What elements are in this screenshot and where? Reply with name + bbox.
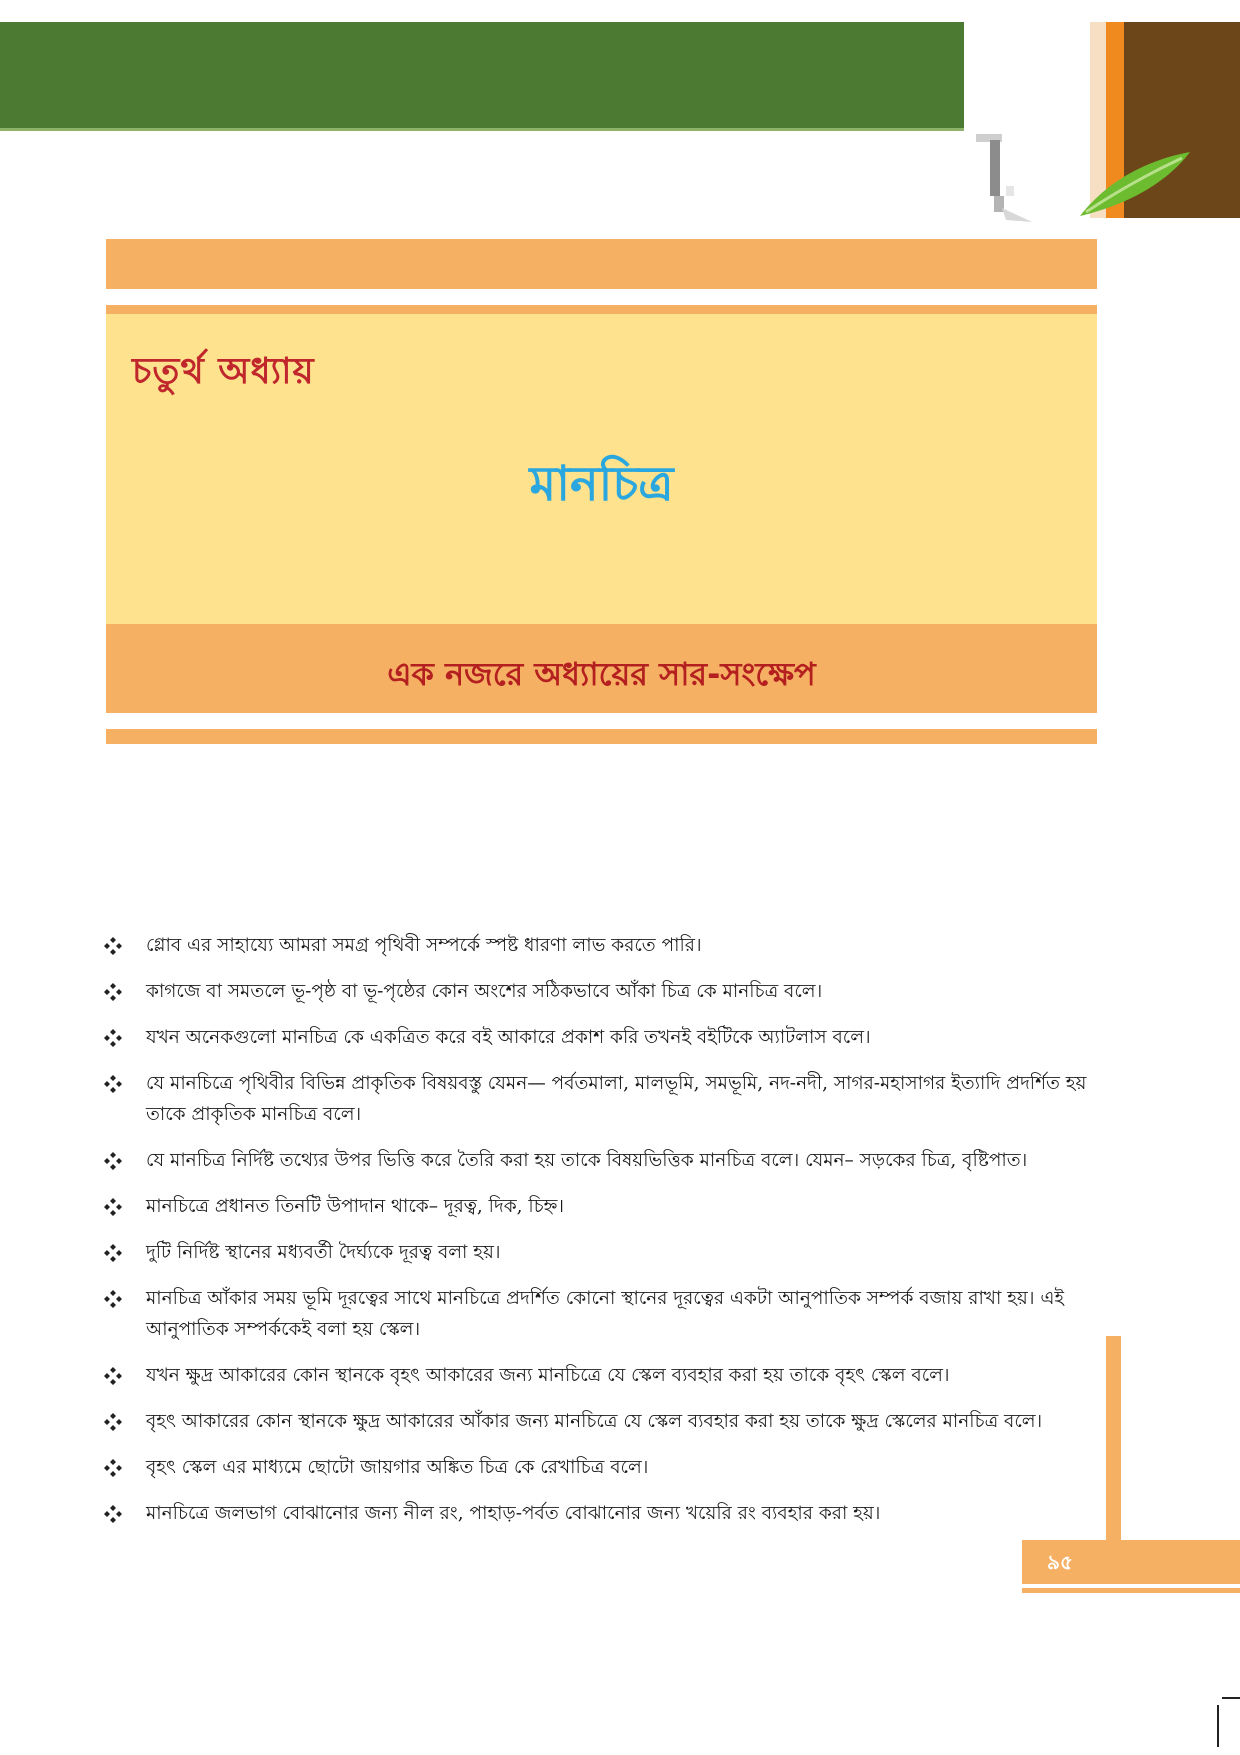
summary-band bbox=[106, 624, 1097, 713]
list-item bbox=[104, 1191, 1096, 1222]
list-item bbox=[104, 1237, 1096, 1268]
list-item bbox=[104, 1452, 1096, 1483]
chapter-thin-orange-bar bbox=[106, 305, 1097, 314]
pen-nib-icon bbox=[972, 126, 1042, 226]
list-item bbox=[104, 1068, 1096, 1130]
list-item bbox=[104, 976, 1096, 1007]
four-diamond-bullet-icon bbox=[104, 1244, 122, 1262]
list-item bbox=[104, 1145, 1096, 1176]
page-number-underline bbox=[1022, 1588, 1240, 1593]
four-diamond-bullet-icon bbox=[104, 937, 122, 955]
list-item bbox=[104, 1406, 1096, 1437]
bullet-text: বৃহৎ স্কেল এর মাধ্যমে ছোটো জায়গার অঙ্কিত চিত্র কে রেখাচিত্র বলে। bbox=[146, 1457, 649, 1478]
four-diamond-bullet-icon bbox=[104, 1413, 122, 1431]
four-diamond-bullet-icon bbox=[104, 1459, 122, 1477]
bullet-text: দুটি নির্দিষ্ট স্থানের মধ্যবর্তী দৈর্ঘ্যকে দূরত্ব বলা হয়। bbox=[146, 1242, 501, 1263]
bullet-text: যে মানচিত্রে পৃথিবীর বিভিন্ন প্রাকৃতিক বিষয়বস্তু যেমন— পর্বতমালা, মালভূমি, সমভূমি, নদ-নদী, সাগর-মহাসাগর ইত্যাদি প্রদর্শিত হয় তাকে প্রাকৃতিক মানচিত্র বলে। bbox=[146, 1073, 1087, 1125]
bullet-text: মানচিত্র আঁকার সময় ভূমি দূরত্বের সাথে মানচিত্রে প্রদর্শিত কোনো স্থানের দূরত্বের একটা আনুপাতিক সম্পর্ক বজায় রাখা হয়। এই আনুপাতিক সম্পর্ককেই বলা হয় স্কেল। bbox=[146, 1288, 1065, 1340]
list-item bbox=[104, 1022, 1096, 1053]
summary-heading: এক নজরে অধ্যায়ের সার-সংক্ষেপ bbox=[387, 655, 816, 693]
bullet-text: কাগজে বা সমতলে ভূ-পৃষ্ঠ বা ভূ-পৃষ্ঠের কোন অংশের সঠিকভাবে আঁকা চিত্র কে মানচিত্র বলে। bbox=[146, 981, 823, 1002]
page-number: ৯৫ bbox=[1022, 1540, 1240, 1584]
four-diamond-bullet-icon bbox=[104, 1152, 122, 1170]
list-item bbox=[104, 1360, 1096, 1391]
page-side-orange-bar bbox=[1106, 1336, 1121, 1540]
bullet-text: মানচিত্রে প্রধানত তিনটি উপাদান থাকে– দূরত্ব, দিক, চিহ্ন। bbox=[146, 1196, 565, 1217]
crop-mark-horizontal bbox=[1222, 1697, 1240, 1699]
bullet-text: যখন ক্ষুদ্র আকারের কোন স্থানকে বৃহৎ আকারের জন্য মানচিত্রে যে স্কেল ব্যবহার করা হয় তাকে বৃহৎ স্কেল বলে। bbox=[146, 1365, 950, 1386]
four-diamond-bullet-icon bbox=[104, 1290, 122, 1308]
four-diamond-bullet-icon bbox=[104, 1367, 122, 1385]
bullet-text: গ্লোব এর সাহায্যে আমরা সমগ্র পৃথিবী সম্পর্কে স্পষ্ট ধারণা লাভ করতে পারি। bbox=[146, 935, 702, 956]
list-item bbox=[104, 1498, 1096, 1529]
leaf-icon bbox=[1076, 142, 1196, 222]
four-diamond-bullet-icon bbox=[104, 1505, 122, 1523]
four-diamond-bullet-icon bbox=[104, 1198, 122, 1216]
four-diamond-bullet-icon bbox=[104, 1075, 122, 1093]
crop-mark-vertical bbox=[1217, 1705, 1219, 1747]
bullet-text: যে মানচিত্র নির্দিষ্ট তথ্যের উপর ভিত্তি করে তৈরি করা হয় তাকে বিষয়ভিত্তিক মানচিত্র বলে। যেমন– সড়কের চিত্র, বৃষ্টিপাত। bbox=[146, 1150, 1028, 1171]
chapter-title: মানচিত্র bbox=[529, 456, 674, 512]
four-diamond-bullet-icon bbox=[104, 1029, 122, 1047]
bullet-text: বৃহৎ আকারের কোন স্থানকে ক্ষুদ্র আকারের আঁকার জন্য মানচিত্রে যে স্কেল ব্যবহার করা হয় তাকে ক্ষুদ্র স্কেলের মানচিত্র বলে। bbox=[146, 1411, 1043, 1432]
header-corner-decoration bbox=[1090, 22, 1240, 218]
four-diamond-bullet-icon bbox=[104, 983, 122, 1001]
summary-bullet-list bbox=[104, 930, 1096, 1544]
list-item bbox=[104, 1283, 1096, 1345]
bullet-text: যখন অনেকগুলো মানচিত্র কে একত্রিত করে বই আকারে প্রকাশ করি তখনই বইটিকে অ্যাটলাস বলে। bbox=[146, 1027, 871, 1048]
chapter-top-orange-bar bbox=[106, 239, 1097, 289]
list-item bbox=[104, 930, 1096, 961]
chapter-label: চতুর্থ অধ্যায় bbox=[132, 351, 315, 392]
header-green-band bbox=[0, 22, 964, 131]
chapter-bottom-orange-bar bbox=[106, 729, 1097, 744]
bullet-text: মানচিত্রে জলভাগ বোঝানোর জন্য নীল রং, পাহাড়-পর্বত বোঝানোর জন্য খয়েরি রং ব্যবহার করা হয়। bbox=[146, 1503, 881, 1524]
